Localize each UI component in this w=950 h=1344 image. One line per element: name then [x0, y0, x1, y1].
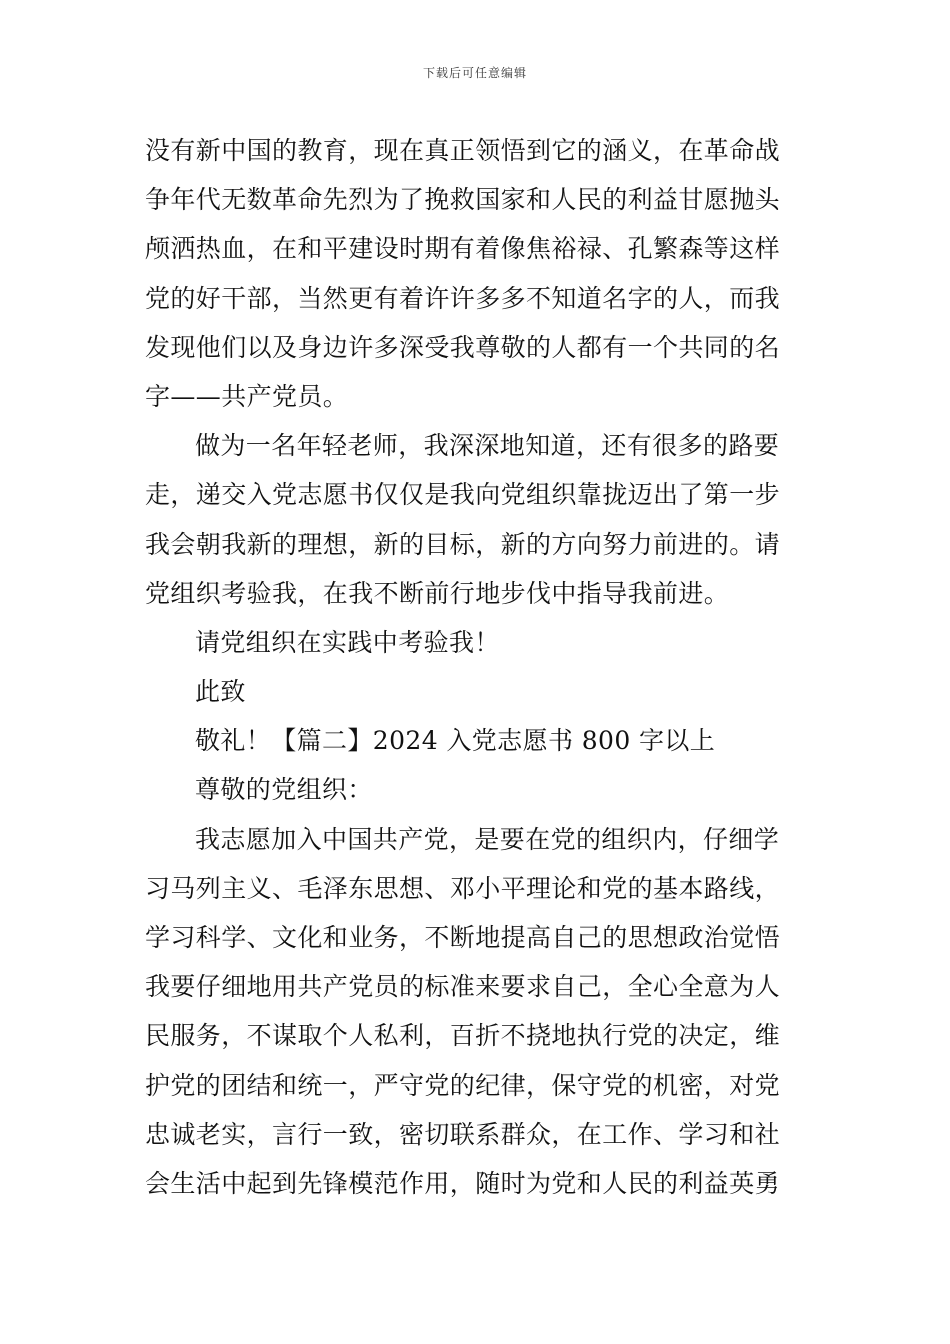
text-line: 党组织考验我，在我不断前行地步伐中指导我前进。 — [145, 578, 730, 608]
text-line: 习马列主义、毛泽东思想、邓小平理论和党的基本路线， — [145, 873, 781, 903]
text-line: 争年代无数革命先烈为了挽救国家和人民的利益甘愿抛头 — [145, 185, 781, 215]
text-line: 我会朝我新的理想，新的目标，新的方向努力前进的。请 — [145, 529, 781, 559]
text-line: 做为一名年轻老师，我深深地知道，还有很多的路要 — [195, 431, 780, 461]
text-line: 会生活中起到先锋模范作用，随时为党和人民的利益英勇 — [145, 1168, 781, 1198]
document-body — [145, 126, 809, 1208]
text-line: 走，递交入党志愿书仅仅是我向党组织靠拢迈出了第一步 — [145, 480, 781, 510]
text-line: 护党的团结和统一，严守党的纪律，保守党的机密，对党 — [145, 1070, 781, 1100]
text-line: 此致 — [195, 677, 246, 707]
text-line: 发现他们以及身边许多深受我尊敬的人都有一个共同的名 — [145, 332, 781, 362]
text-line: 我志愿加入中国共产党，是要在党的组织内，仔细学 — [195, 824, 780, 854]
text-line: 字——共产党员。 — [145, 381, 349, 411]
text-line: 党的好干部，当然更有着许许多多不知道名字的人，而我 — [145, 283, 781, 313]
text-line: 尊敬的党组织： — [195, 775, 373, 805]
text-line: 请党组织在实践中考验我！ — [195, 627, 500, 657]
text-line: 民服务，不谋取个人私利，百折不挠地执行党的决定，维 — [145, 1021, 781, 1051]
text-line: 我要仔细地用共产党员的标准来要求自己，全心全意为人 — [145, 972, 781, 1002]
text-line: 忠诚老实，言行一致，密切联系群众，在工作、学习和社 — [145, 1119, 781, 1149]
text-line: 没有新中国的教育，现在真正领悟到它的涵义，在革命战 — [145, 136, 781, 165]
text-line: 敬礼！【篇二】2024 入党志愿书 800 字以上 — [195, 726, 716, 756]
text-line: 学习科学、文化和业务，不断地提高自己的思想政治觉悟 — [145, 923, 781, 952]
text-line: 颅洒热血，在和平建设时期有着像焦裕禄、孔繁森等这样 — [145, 234, 781, 264]
page-header: 下载后可任意编辑 — [422, 66, 527, 80]
